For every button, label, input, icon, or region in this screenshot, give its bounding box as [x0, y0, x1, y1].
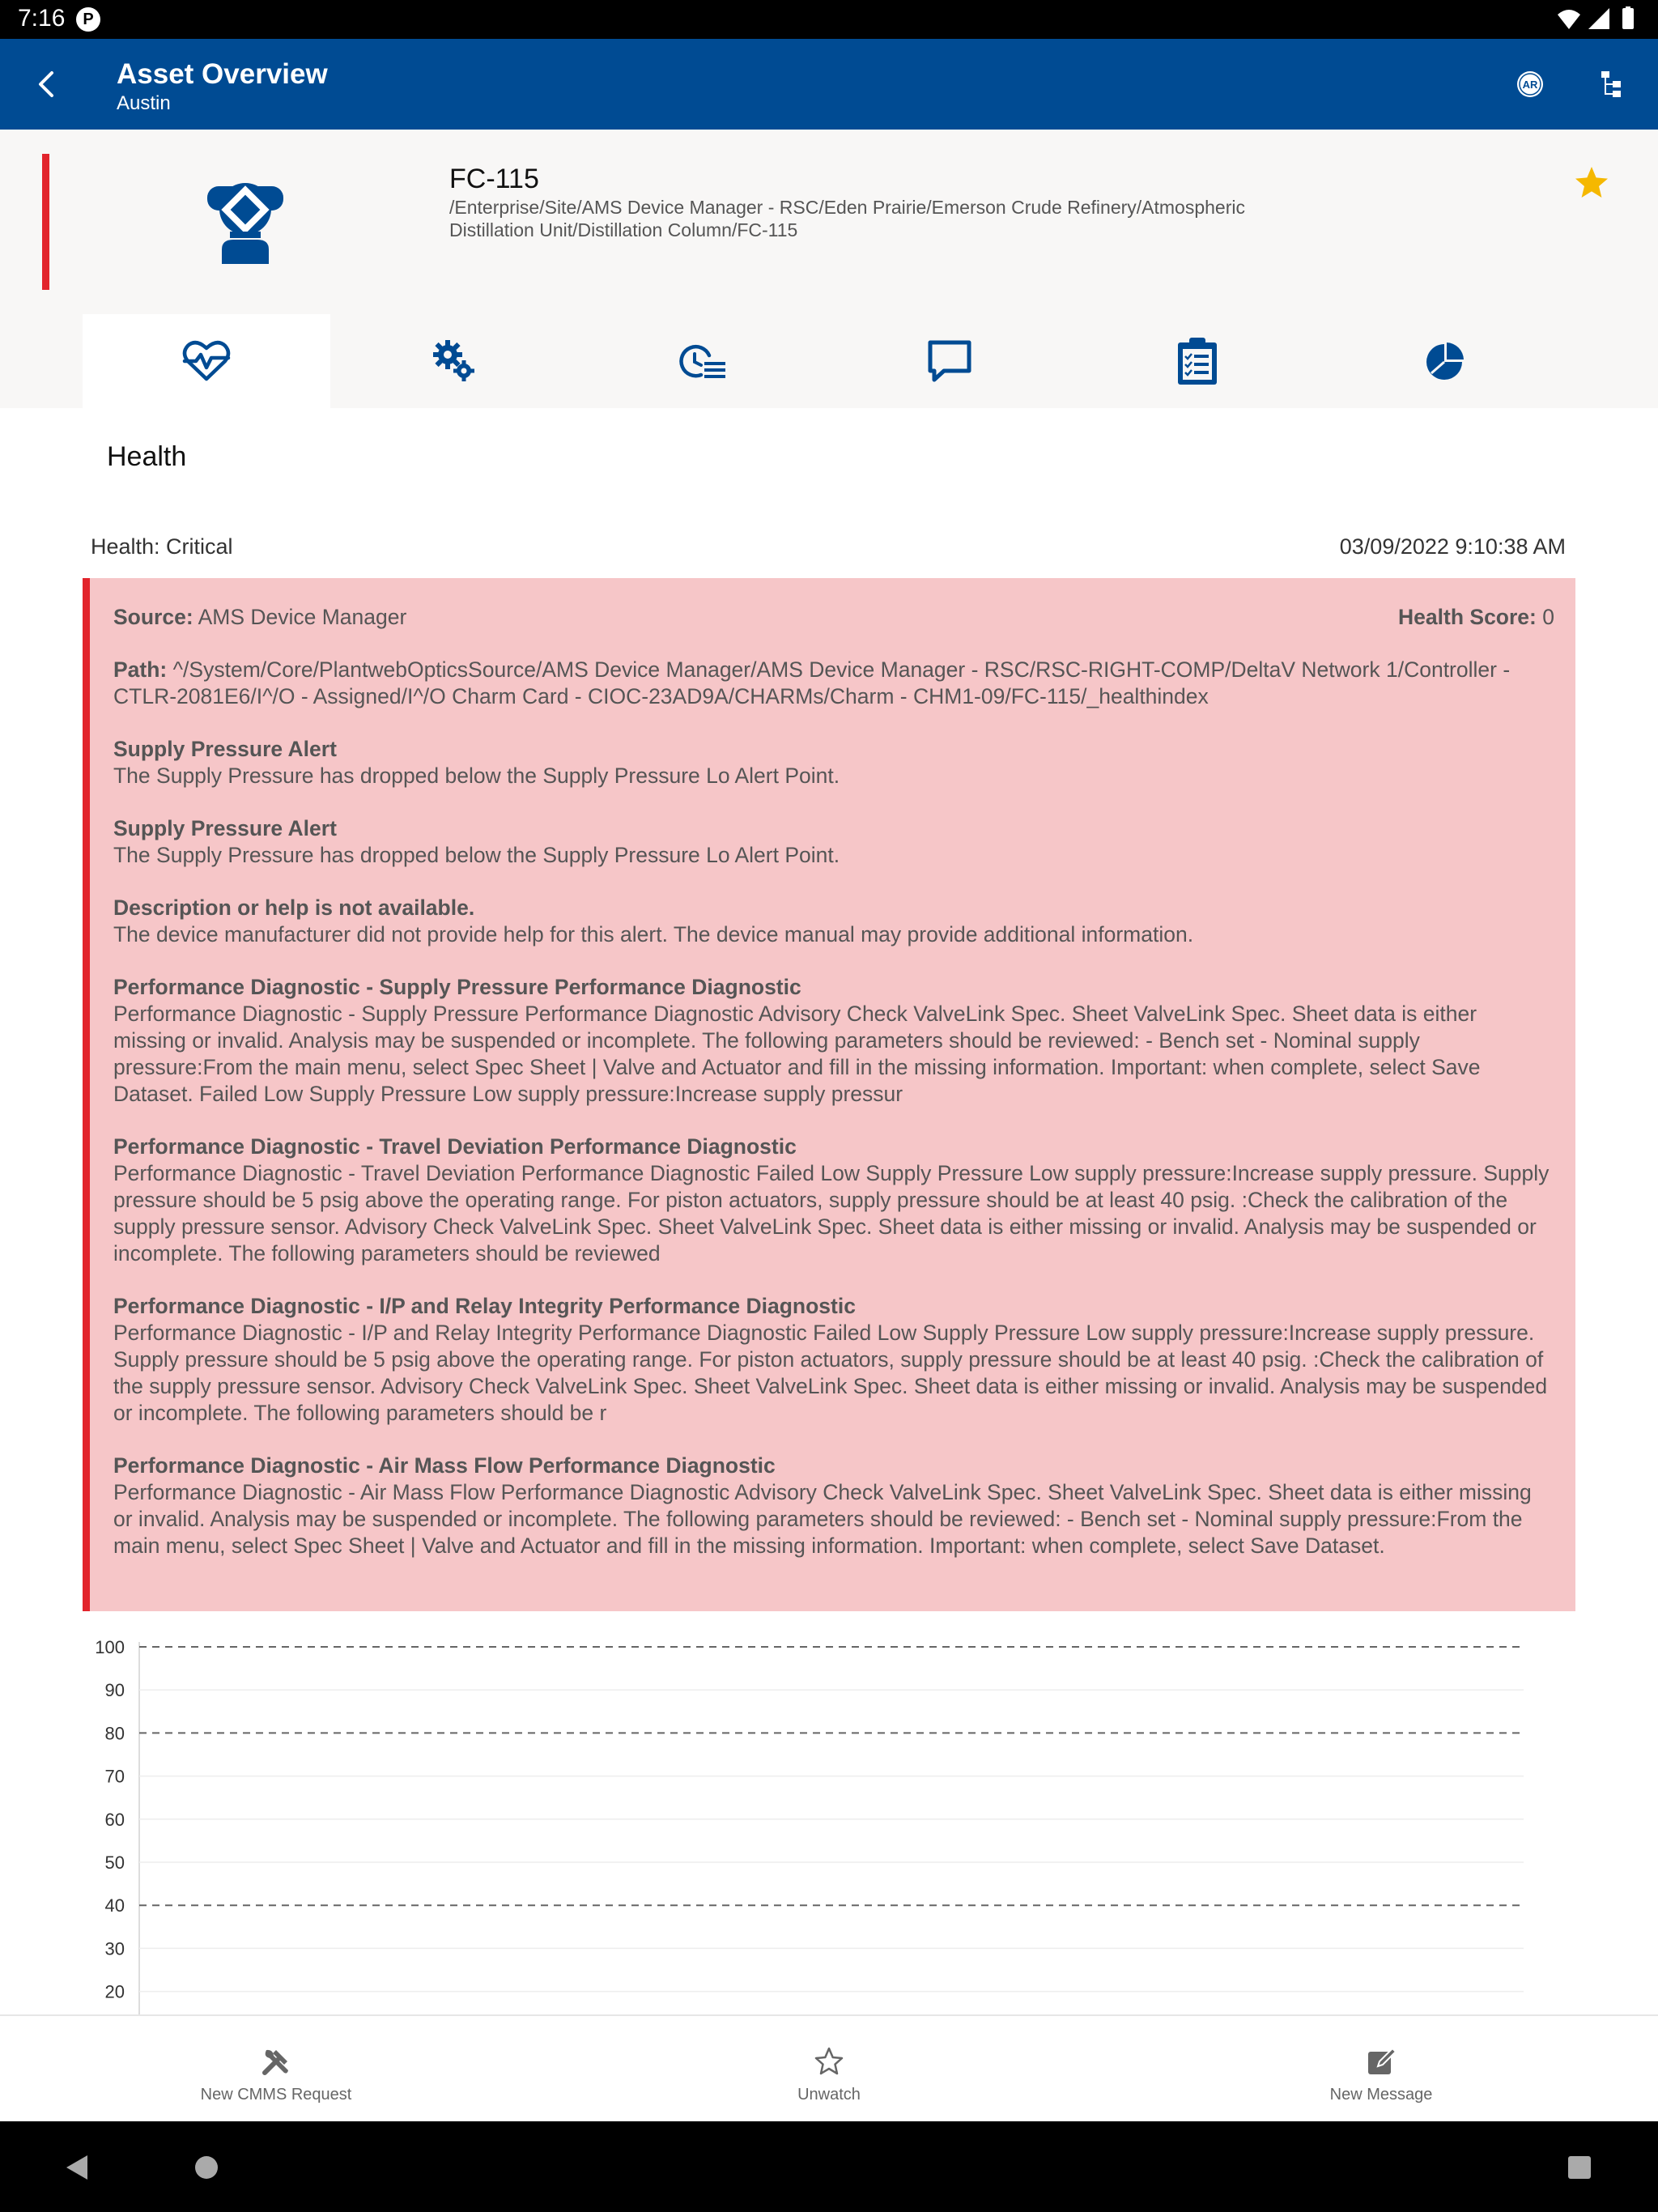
tab-checklist[interactable]: [1073, 314, 1321, 408]
alert-text: The Supply Pressure has dropped below the Supply Pressure Lo Alert Point.: [113, 764, 840, 788]
system-nav-bar: [0, 2121, 1658, 2212]
alert-title: Performance Diagnostic - Supply Pressure Performance Diagnostic: [113, 975, 801, 999]
alert-text: Performance Diagnostic - Travel Deviation Performance Diagnostic Failed Low Supply Pressure Low supply pressure:Increase supply pressure. Supply pressure should be 5 psig above the operating range. For piston actuators, supply pressure should be at least 40 psig. :Check the calibration of the supply pressure sensor. Advisory Check ValveLink Spec. Sheet ValveLink Spec. Sheet data is either missing or invalid. Analysis may be suspended or incomplete. The following parameters should be reviewed: [113, 1161, 1550, 1266]
y-tick-label: 20: [104, 1981, 125, 2002]
heart-pulse-icon: [181, 338, 232, 384]
new-message-button[interactable]: [1260, 2016, 1503, 2123]
health-history-chart: [0, 1619, 1658, 2014]
health-score-label: Health Score:: [1398, 605, 1537, 629]
unwatch-button[interactable]: [708, 2016, 950, 2123]
alert-item: [113, 1134, 1554, 1267]
asset-path: /Enterprise/Site/AMS Device Manager - RSC/Eden Prairie/Emerson Crude Refinery/Atmospheric Distillation Unit/Distillation Column/FC-115: [449, 197, 1245, 240]
status-bar: [0, 0, 1658, 39]
y-tick-label: 60: [104, 1809, 125, 1830]
alert-item: [113, 1453, 1554, 1559]
health-alert-card: [83, 578, 1575, 1611]
new-cmms-request-button[interactable]: [155, 2016, 397, 2123]
critical-status-bar: [42, 154, 49, 290]
alert-text: Performance Diagnostic - Air Mass Flow Performance Diagnostic Advisory Check ValveLink Spec. Sheet ValveLink Spec. Sheet data is either missing or invalid. Analysis may be suspended or incomplete. The following parameters should be reviewed: - Bench set - Nominal supply pressure:From the main menu, select Spec Sheet | Valve and Actuator and fill in the missing information. Important: when complete, select Save Dataset.: [113, 1480, 1532, 1558]
source-label: Source:: [113, 605, 193, 629]
alert-text: The Supply Pressure has dropped below the Supply Pressure Lo Alert Point.: [113, 843, 840, 867]
y-tick-label: 80: [104, 1723, 125, 1744]
unwatch-label: Unwatch: [797, 2086, 861, 2104]
page-subtitle: Austin: [117, 92, 171, 114]
alert-title: Performance Diagnostic - Travel Deviation Performance Diagnostic: [113, 1134, 797, 1159]
source-info: [113, 604, 406, 631]
asset-name: FC-115: [449, 164, 539, 194]
y-tick-label: 90: [104, 1680, 125, 1701]
health-score: [1398, 604, 1554, 631]
tab-health[interactable]: [83, 314, 330, 408]
ar-icon: [1512, 66, 1548, 102]
y-tick-label: 50: [104, 1853, 125, 1873]
pie-chart-icon: [1425, 341, 1465, 381]
tab-bar: [0, 314, 1658, 408]
y-tick-label: 70: [104, 1766, 125, 1787]
hierarchy-icon: [1593, 66, 1629, 102]
tools-icon: [260, 2045, 292, 2078]
star-icon[interactable]: [1572, 164, 1611, 202]
y-tick-label: 100: [95, 1637, 125, 1657]
alert-title: Supply Pressure Alert: [113, 737, 337, 761]
nav-back-icon[interactable]: [63, 2154, 89, 2181]
section-title: Health: [107, 441, 187, 472]
valve-positioner-icon: [201, 175, 290, 264]
asset-header: [0, 130, 1658, 316]
y-tick-label: 40: [104, 1895, 125, 1916]
nav-recents-icon[interactable]: [1567, 2155, 1592, 2180]
status-time: 7:16: [18, 5, 66, 32]
alert-item: [113, 815, 1554, 869]
tab-messages[interactable]: [826, 314, 1073, 408]
alert-title: Description or help is not available.: [113, 895, 475, 920]
alert-item: [113, 974, 1554, 1108]
tab-settings[interactable]: [330, 314, 578, 408]
new-message-label: New Message: [1329, 2086, 1433, 2104]
alert-text: Performance Diagnostic - I/P and Relay Integrity Performance Diagnostic Failed Low Supply Pressure Low supply pressure:Increase supply pressure. Supply pressure should be 5 psig above the operating range. For piston actuators, supply pressure should be at least 40 psig. :Check the calibration of the supply pressure sensor. Advisory Check ValveLink Spec. Sheet ValveLink Spec. Sheet data is either missing or invalid. Analysis may be suspended or incomplete. The following parameters should be r: [113, 1321, 1548, 1425]
tab-analytics[interactable]: [1321, 314, 1569, 408]
alert-item: [113, 736, 1554, 789]
hierarchy-button[interactable]: [1593, 66, 1629, 102]
star-outline-icon: [813, 2045, 845, 2078]
path-label: Path:: [113, 657, 168, 682]
health-timestamp: 03/09/2022 9:10:38 AM: [1339, 534, 1566, 559]
alert-text: The device manufacturer did not provide help for this alert. The device manual may provide additional information.: [113, 922, 1194, 946]
alert-title: Performance Diagnostic - I/P and Relay Integrity Performance Diagnostic: [113, 1294, 856, 1318]
timeline-list-icon: [677, 341, 727, 381]
path-value: ^/System/Core/PlantwebOpticsSource/AMS Device Manager/AMS Device Manager - RSC/RSC-RIGHT-COMP/DeltaV Network 1/Controller - CTLR-2081E6/I^/O - Assigned/I^/O Charm Card - CIOC-23AD9A/CHARMs/Charm - CHM1-09/FC-115/_healthindex: [113, 657, 1511, 708]
health-score-value: 0: [1542, 605, 1554, 629]
edit-message-icon: [1365, 2045, 1397, 2078]
battery-icon: [1622, 6, 1634, 29]
new-cmms-request-label: New CMMS Request: [200, 2086, 352, 2104]
tab-history[interactable]: [578, 314, 826, 408]
alert-title: Supply Pressure Alert: [113, 816, 337, 840]
wifi-icon: [1558, 10, 1580, 29]
app-notification-icon: P: [76, 7, 100, 32]
health-status: Health: Critical: [91, 534, 233, 559]
back-button[interactable]: [23, 62, 68, 107]
clipboard-list-icon: [1175, 336, 1219, 386]
app-bar: [0, 39, 1658, 130]
gears-icon: [432, 338, 477, 384]
source-row: [113, 604, 1554, 631]
alert-item: [113, 895, 1554, 948]
source-value: AMS Device Manager: [198, 605, 407, 629]
ar-button[interactable]: [1512, 66, 1548, 102]
alert-title: Performance Diagnostic - Air Mass Flow Performance Diagnostic: [113, 1453, 776, 1478]
signal-icon: [1588, 8, 1609, 29]
chat-icon: [926, 338, 973, 384]
y-tick-label: 30: [104, 1938, 125, 1959]
status-icons: [1554, 6, 1643, 32]
path-info: [113, 657, 1554, 710]
nav-home-icon[interactable]: [194, 2155, 219, 2180]
ar-label: AR: [1522, 79, 1538, 91]
page-title: Asset Overview: [117, 58, 328, 90]
back-arrow-icon: [34, 70, 57, 99]
alert-text: Performance Diagnostic - Supply Pressure Performance Diagnostic Advisory Check ValveLink Spec. Sheet ValveLink Spec. Sheet data is either missing or invalid. Analysis may be suspended or incomplete. The following parameters should be reviewed: - Bench set - Nominal supply pressure:From the main menu, select Spec Sheet | Valve and Actuator and fill in the missing information. Important: when complete, select Save Dataset. Failed Low Supply Pressure Low supply pressure:Increase supply pressur: [113, 1002, 1481, 1106]
alert-item: [113, 1293, 1554, 1427]
bottom-action-bar: [0, 2014, 1658, 2121]
